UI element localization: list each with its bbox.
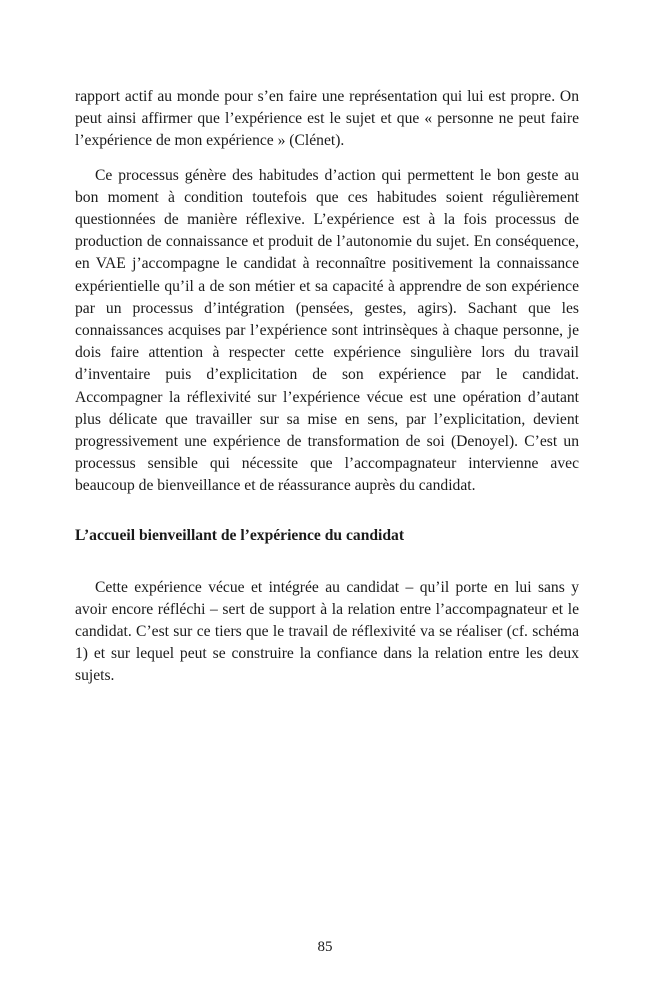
heading-spacer-top: [75, 498, 579, 525]
section-heading: L’accueil bienveillant de l’expérience du candidat: [75, 526, 405, 544]
page-number: 85: [317, 939, 333, 955]
paragraph-spacer: [75, 153, 579, 165]
paragraph-process: Ce processus génère des habitudes d’action qui permettent le bon geste au bon moment à condition toutefois que ces habitudes soient régulièrement questionnées de manière réflexive. L’expérience est à la fois processus de production de connaissance et produit de l’autonomie du sujet. En conséquence, en VAE j’accompagne le candidat à reconnaître positivement la connaissance expérientielle qu’il a de son métier et sa capacité à apprendre de son expérience par un processus d’intégration (pensées, gestes, agirs). Sachant que les connaissances acquises par l’expérience sont intrinsèques à chaque personne, je dois faire attention à respecter cette expérience singulière lors du travail d’inventaire puis d’explicitation de son expérience par le candidat. Accompagner la réflexivité sur l’expérience vécue est une opération d’autant plus délicate que travailler sur sa mise en sens, par l’explicitation, devient progressivement une expérience de transformation de soi (Denoyel). C’est un processus sensible qui nécessite que l’accompagnateur intervienne avec beaucoup de bienveillance et de réassurance auprès du candidat.: [75, 166, 579, 495]
page-body: [75, 86, 579, 688]
paragraph-continuation: rapport actif au monde pour s’en faire une représentation qui lui est propre. On peut ainsi affirmer que l’expérience est le sujet et que « personne ne peut faire l’expérience de mon expérience » (Clénet).: [75, 88, 579, 150]
heading-spacer-bottom: [75, 547, 579, 577]
paragraph-welcome: Cette expérience vécue et intégrée au candidat – qu’il porte en lui sans y avoir encore réfléchi – sert de support à la relation entre l’accompagnateur et le candidat. C’est sur ce tiers que le travail de réflexivité va se réaliser (cf. schéma 1) et sur lequel peut se construire la confiance dans la relation entre les deux sujets.: [75, 578, 579, 685]
